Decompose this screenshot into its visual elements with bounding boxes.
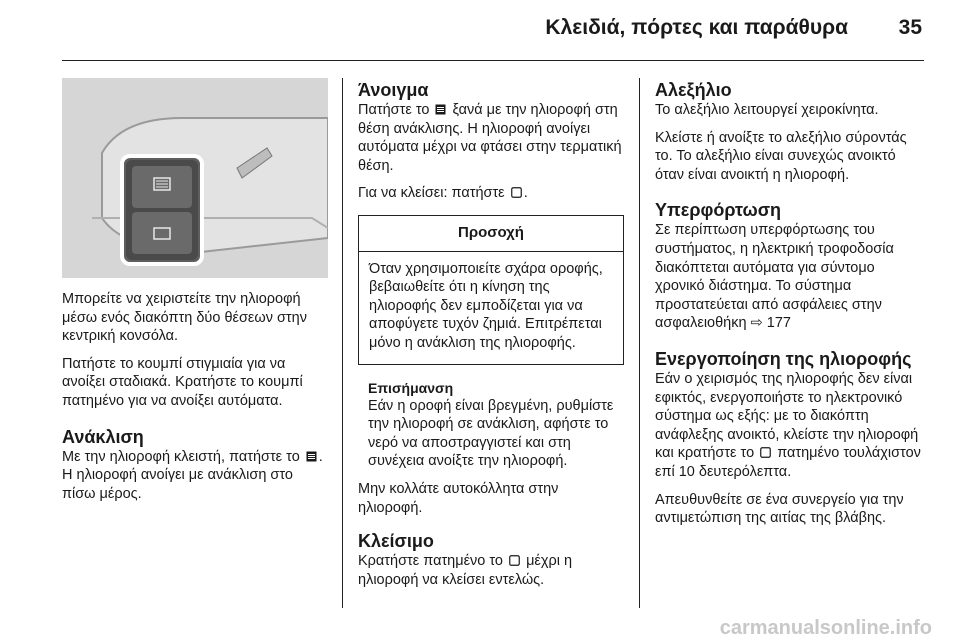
close-button-icon xyxy=(760,447,771,458)
close-text-pre: Για να κλείσει: πατήστε xyxy=(358,185,505,202)
blind-paragraph-1: Το αλεξήλιο λειτουργεί χειροκίνητα. xyxy=(655,102,879,118)
tilt-heading: Ανάκλιση xyxy=(62,426,144,447)
sticker-paragraph: Μην κολλάτε αυτοκόλλητα στην ηλιοροφή. xyxy=(358,480,559,516)
open-text-pre: Πατήστε το xyxy=(358,102,430,118)
header-divider xyxy=(62,60,924,61)
blind-heading: Αλεξήλιο xyxy=(655,80,732,100)
open-heading: Άνοιγμα xyxy=(358,80,429,100)
close-text-post: . xyxy=(523,185,528,202)
overload-page-ref[interactable]: 177 xyxy=(766,315,791,332)
note-heading: Επισήμανση xyxy=(368,379,454,396)
caution-text xyxy=(359,252,623,364)
intro-paragraph-1: Μπορείτε να χειριστείτε την ηλιοροφή μέσω ενός διακόπτη δύο θέσεων στην κεντρική κονσόλα. xyxy=(62,291,307,345)
switch-drawing xyxy=(62,78,328,278)
close-button-icon xyxy=(511,187,522,198)
column-middle xyxy=(358,80,624,598)
page-number: 35 xyxy=(898,16,922,39)
close-button-icon xyxy=(509,555,520,566)
overload-text: Σε περίπτωση υπερφόρτωσης του συστήματος, η ηλεκτρική τροφοδοσία διακόπτεται αυτόματα για σύντομο χρονικό διάστημα. Το σύστημα προστατεύεται από ασφάλειες στην ασφαλειοθήκη xyxy=(655,222,894,332)
workshop-paragraph: Απευθυνθείτε σε ένα συνεργείο για την αντιμετώπιση της αιτίας της βλάβης. xyxy=(655,491,904,527)
activation-paragraph xyxy=(655,370,925,482)
tilt-text-post: . Η ηλιοροφή ανοίγει με ανάκλιση στο πίσω μέρος. xyxy=(62,448,323,502)
caution-box xyxy=(358,215,624,365)
tilt-text-pre: Με την ηλιοροφή κλειστή, πατήστε το xyxy=(62,448,300,465)
caution-paragraph: Όταν χρησιμοποιείτε σχάρα οροφής, βεβαιωθείτε ότι η κίνηση της ηλιοροφής δεν εμποδίζεται για να αποφύγετε τυχόν ζημιά. Επιτρέπεται μόνο η ανάκλιση της ηλιοροφής. xyxy=(369,260,603,351)
column-divider-1 xyxy=(342,78,343,608)
open-text-post: ξανά με την ηλιοροφή στη θέση ανάκλισης. Η ηλιοροφή ανοίγει αυτόματα μέχρι να φτάσει στην τερματική θέση. xyxy=(358,102,622,174)
sunroof-switch-illustration xyxy=(62,78,328,278)
overload-heading: Υπερφόρτωση xyxy=(655,200,782,221)
tilt-button-icon xyxy=(435,104,446,115)
tilt-button-icon xyxy=(306,451,317,462)
watermark: carmanualsonline.info xyxy=(719,617,932,639)
column-divider-2 xyxy=(639,78,640,608)
open-paragraph xyxy=(358,101,624,175)
page-header xyxy=(0,0,960,56)
closing-text-pre: Κρατήστε πατημένο το xyxy=(358,553,503,570)
note-paragraph: Εάν η οροφή είναι βρεγμένη, ρυθμίστε την ηλιοροφή σε ανάκλιση, αφήστε το νερό να αποστραγγιστεί και στη συνέχεια ανοίξτε την ηλιοροφή. xyxy=(368,397,614,470)
page-reference-icon: ⇨ xyxy=(750,315,763,332)
activation-text-post: πατημένο τουλάχιστον επί 10 δευτερόλεπτα. xyxy=(655,445,921,480)
column-left xyxy=(62,78,328,512)
closing-text-post: μέχρι η ηλιοροφή να κλείσει εντελώς. xyxy=(358,553,573,588)
closing-heading: Κλείσιμο xyxy=(358,531,434,552)
activation-text-pre: Εάν ο χειρισμός της ηλιοροφής δεν είναι εφικτός, ενεργοποιήστε το ηλεκτρονικό σύστημα ως εξής: με το διακόπτη ανάφλεξης ανοικτό, κλείστε την ηλιοροφή και κρατήστε το xyxy=(655,370,919,462)
intro-paragraph-2: Πατήστε το κουμπί στιγμιαία για να ανοίξει σταδιακά. Κρατήστε το κουμπί πατημένο για να ανοίξει αυτόματα. xyxy=(62,355,303,409)
caution-title: Προσοχή xyxy=(359,216,623,252)
activation-heading: Ενεργοποίηση της ηλιοροφής xyxy=(655,348,912,369)
page-title: Κλειδιά, πόρτες και παράθυρα xyxy=(545,16,848,39)
close-paragraph xyxy=(358,184,624,203)
tilt-paragraph xyxy=(62,448,328,504)
column-right xyxy=(655,80,925,537)
blind-paragraph-2: Κλείστε ή ανοίξτε το αλεξήλιο σύροντάς το. Το αλεξήλιο είναι συνεχώς ανοικτό όταν είναι ανοικτή η ηλιοροφή. xyxy=(655,129,907,183)
closing-paragraph xyxy=(358,552,624,589)
overload-paragraph xyxy=(655,221,925,333)
